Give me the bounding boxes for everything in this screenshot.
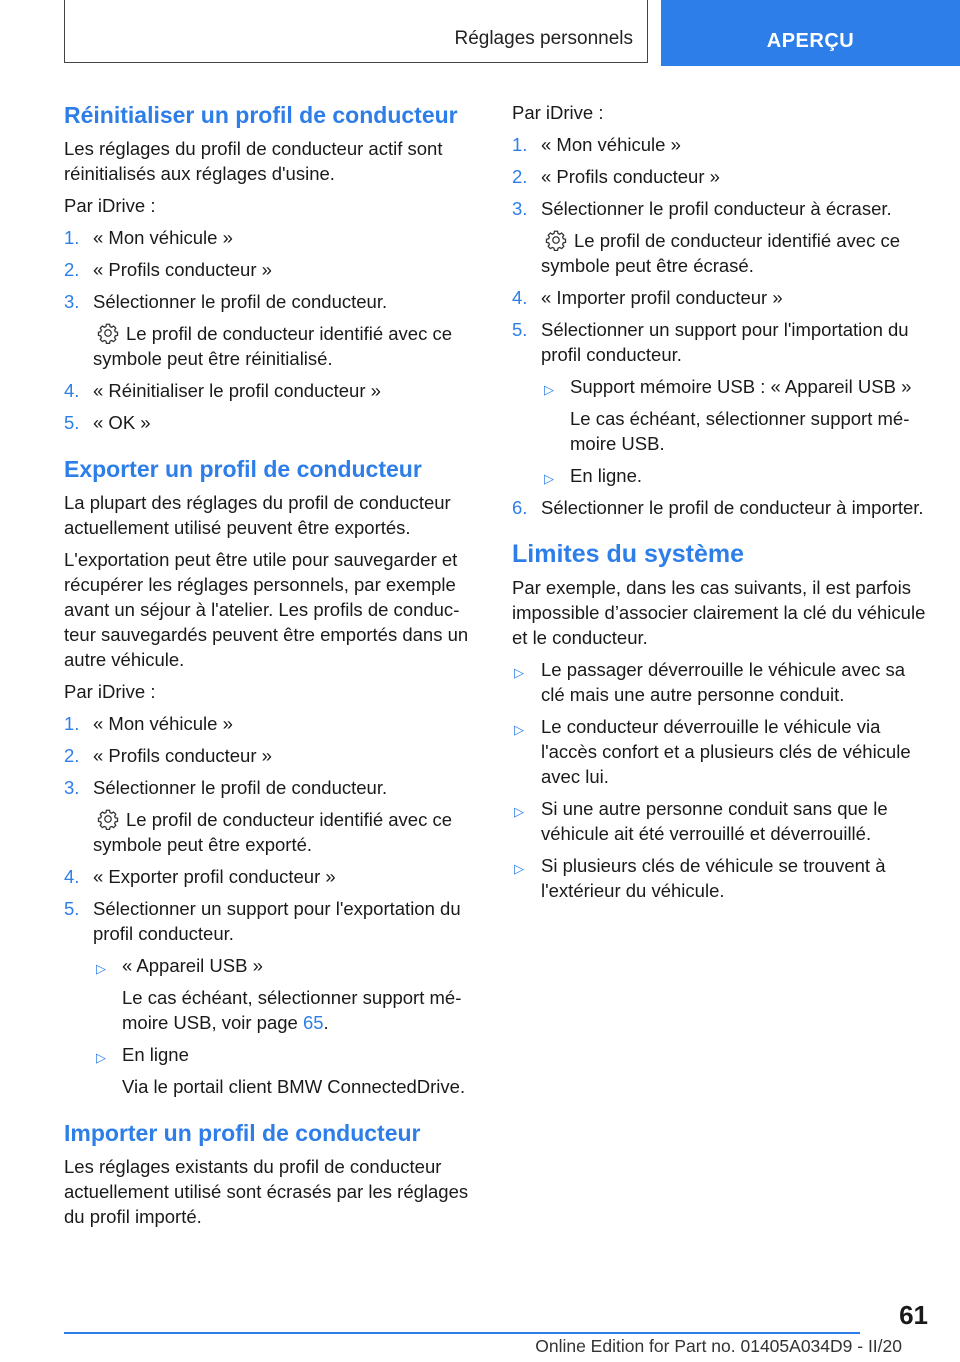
step-number: 6.: [512, 497, 528, 518]
triangle-bullet-icon: ▷: [514, 665, 524, 680]
step-number: 2.: [64, 259, 80, 280]
paragraph: Par exemple, dans les cas suivants, il est parfois impossible d’associer clairement la clé du véhicule et le conducteur.: [512, 577, 926, 648]
list-item: 2. « Profils conducteur »: [64, 259, 272, 280]
list-item: 3. Sélectionner le profil de conducteur.: [64, 777, 388, 798]
paragraph: Les réglages existants du profil de conducteur actuellement utilisé sont écrasés par les réglages du profil importé.: [64, 1156, 469, 1227]
bullet-item: ▷ Support mémoire USB : « Appareil USB »: [512, 374, 930, 399]
list-item: 4. « Réinitialiser le profil conducteur »: [64, 380, 381, 401]
gear-icon: [97, 808, 119, 830]
step-number: 2.: [512, 166, 528, 187]
step-number: 1.: [512, 134, 528, 155]
edition-text: Online Edition for Part no. 01405A034D9 - II/20: [535, 1336, 902, 1356]
list-item: 1. « Mon véhicule »: [64, 713, 233, 734]
triangle-bullet-icon: ▷: [96, 1050, 106, 1065]
list-item: 4. « Exporter profil conducteur »: [64, 866, 336, 887]
heading-export-profile: Exporter un profil de conducteur: [64, 456, 422, 482]
list-item: 1. « Mon véhicule »: [512, 134, 681, 155]
paragraph: Les réglages du profil de conducteur actif sont réinitialisés aux réglages d'usine.: [64, 138, 443, 184]
bullet-item: ▷ En ligne.: [512, 463, 930, 488]
step-number: 5.: [64, 412, 80, 433]
step-number: 5.: [512, 319, 528, 340]
bullet-item: ▷ Si une autre personne conduit sans que le véhicule ait été verrouillé et déverrouillé.: [514, 798, 888, 844]
step-number: 4.: [64, 866, 80, 887]
note: Le profil de conducteur identifié avec ce symbole peut être exporté.: [93, 809, 453, 855]
step-number: 3.: [64, 291, 80, 312]
note: Le profil de conducteur identifié avec ce symbole peut être écrasé.: [541, 230, 901, 276]
list-item: 5. Sélectionner un support pour l'importation du profil conducteur.: [512, 319, 909, 365]
page-link[interactable]: 65: [302, 1012, 324, 1033]
bullet-item: ▷ En ligne: [64, 1042, 482, 1067]
chapter-tab[interactable]: APERÇU: [661, 0, 960, 66]
step-number: 1.: [64, 713, 80, 734]
step-number: 4.: [64, 380, 80, 401]
step-number: 3.: [512, 198, 528, 219]
list-item: 5. « OK »: [64, 412, 151, 433]
triangle-bullet-icon: ▷: [544, 471, 554, 486]
bullet-continuation: Le cas échéant, sélectionner support mémoire USB.: [570, 408, 910, 454]
step-number: 3.: [64, 777, 80, 798]
bullet-continuation: Via le portail client BMW ConnectedDrive.: [122, 1076, 466, 1097]
paragraph: L'exportation peut être utile pour sauvegarder et récupérer les réglages personnels, par exemple avant un séjour à l'atelier. Les profils de conducteur sauvegardés peuvent être emportés dans un autre véhicule.: [64, 549, 469, 670]
page-number: 61: [899, 1300, 928, 1330]
heading-import-profile: Importer un profil de conducteur: [64, 1120, 421, 1146]
list-item: 5. Sélectionner un support pour l'exportation du profil conducteur.: [64, 898, 461, 944]
paragraph: Par iDrive :: [64, 681, 156, 702]
heading-system-limits: Limites du système: [512, 540, 745, 568]
heading-reset-profile: Réinitialiser un profil de conducteur: [64, 102, 458, 128]
list-item: 3. Sélectionner le profil conducteur à écraser.: [512, 198, 892, 219]
list-item: 2. « Profils conducteur »: [512, 166, 720, 187]
page-header: [0, 0, 960, 66]
left-column: [64, 100, 482, 1236]
paragraph: Par iDrive :: [512, 102, 604, 123]
triangle-bullet-icon: ▷: [96, 961, 106, 976]
triangle-bullet-icon: ▷: [514, 861, 524, 876]
list-item: 3. Sélectionner le profil de conducteur.: [64, 291, 388, 312]
bullet-item: ▷ Le conducteur déverrouille le véhicule via l'accès confort et a plusieurs clés de véhicule avec lui.: [514, 716, 911, 787]
list-item: 6. Sélectionner le profil de conducteur à importer.: [512, 497, 924, 518]
list-item: 2. « Profils conducteur »: [64, 745, 272, 766]
triangle-bullet-icon: ▷: [544, 382, 554, 397]
bullet-item: ▷ Si plusieurs clés de véhicule se trouvent à l'extérieur du véhicule.: [514, 855, 886, 901]
footer-divider: [64, 1332, 860, 1334]
step-number: 1.: [64, 227, 80, 248]
bullet-item: ▷ Le passager déverrouille le véhicule avec sa clé mais une autre personne conduit.: [514, 659, 906, 705]
list-item: 4. « Importer profil conducteur »: [512, 287, 783, 308]
step-number: 5.: [64, 898, 80, 919]
bullet-continuation: Le cas échéant, sélectionner support mémoire USB, voir page 65.: [122, 987, 462, 1033]
gear-icon: [545, 229, 567, 251]
paragraph: La plupart des réglages du profil de conducteur actuellement utilisé peuvent être exportés.: [64, 492, 451, 538]
section-title: Réglages personnels: [64, 0, 648, 63]
step-number: 4.: [512, 287, 528, 308]
triangle-bullet-icon: ▷: [514, 804, 524, 819]
triangle-bullet-icon: ▷: [514, 722, 524, 737]
right-column: [512, 100, 930, 910]
list-item: 1. « Mon véhicule »: [64, 227, 233, 248]
note: Le profil de conducteur identifié avec ce symbole peut être réinitialisé.: [93, 323, 453, 369]
paragraph: Par iDrive :: [64, 195, 156, 216]
gear-icon: [97, 322, 119, 344]
step-number: 2.: [64, 745, 80, 766]
bullet-item: ▷ « Appareil USB »: [64, 953, 482, 978]
